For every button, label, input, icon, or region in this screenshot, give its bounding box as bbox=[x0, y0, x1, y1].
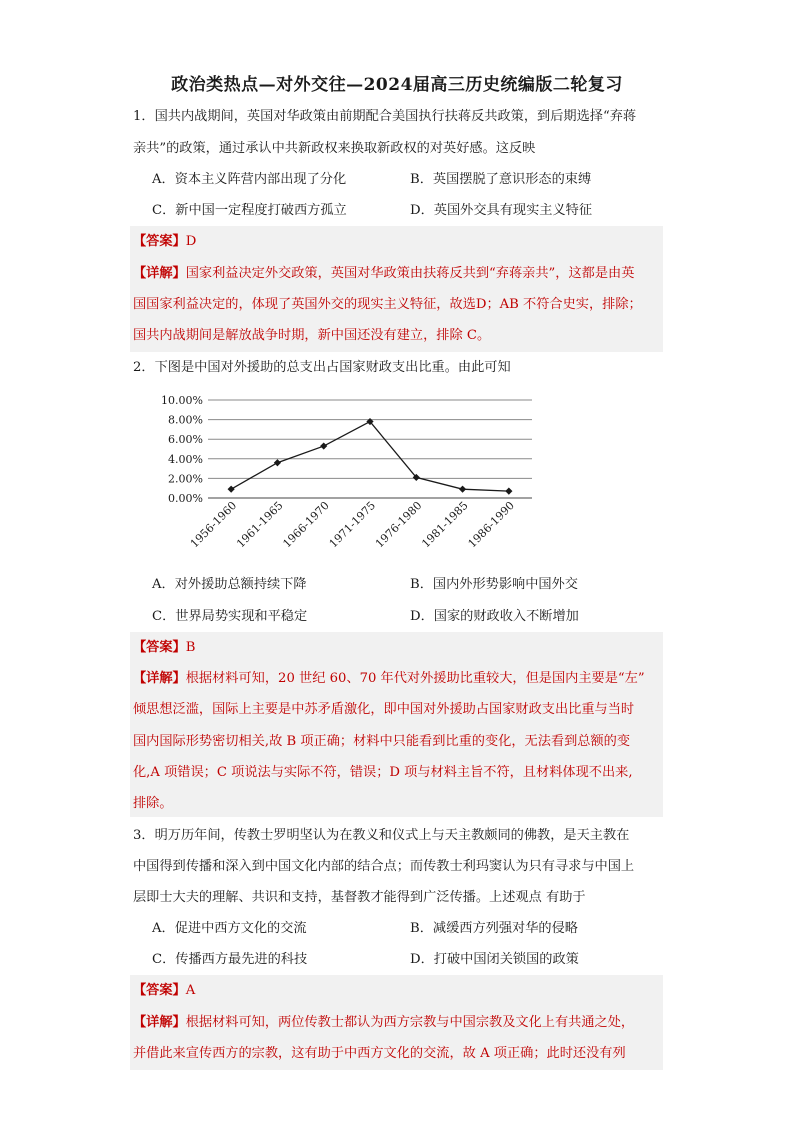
q3-option-c: C．传播西方最先进的科技 bbox=[152, 952, 308, 967]
series-line bbox=[231, 422, 509, 492]
q1-option-c: C．新中国一定程度打破西方孤立 bbox=[152, 203, 347, 218]
x-tick-label: 1971-1975 bbox=[326, 498, 379, 551]
q2-detail-line3: 国内国际形势密切相关,故 B 项正确；材料中只能看到比重的变化，无法看到总额的变 bbox=[133, 734, 631, 749]
q3-answer-tag: 【答案】 bbox=[133, 983, 186, 998]
x-tick-label: 1986-1990 bbox=[465, 498, 517, 551]
q3-option-d: D．打破中国闭关锁国的政策 bbox=[410, 952, 579, 967]
y-tick-label: 0.00% bbox=[168, 492, 203, 505]
q2-detail-line4: 化,A 项错误；C 项说法与实际不符，错误；D 项与材料主旨不符，且材料体现不出来, bbox=[133, 765, 633, 780]
data-point bbox=[459, 486, 466, 493]
q3-option-a: A．促进中西方文化的交流 bbox=[152, 921, 307, 936]
q2-answer-line bbox=[133, 638, 195, 658]
q1-stem-line1: 1．国共内战期间，英国对华政策由前期配合美国执行扶蒋反共政策，到后期选择“弃蒋 bbox=[133, 109, 637, 124]
x-tick-label: 1966-1970 bbox=[280, 498, 332, 551]
q1-detail-line2: 国国家利益决定的，体现了英国外交的现实主义特征，故选D；AB 不符合史实，排除； bbox=[133, 297, 642, 312]
y-tick-label: 2.00% bbox=[168, 472, 203, 486]
q3-stem-line3: 层即士大夫的理解、共识和支持，基督教才能得到广泛传播。上述观点 有助于 bbox=[133, 890, 586, 905]
chart-gridlines bbox=[208, 400, 532, 498]
q2-option-c: C．世界局势实现和平稳定 bbox=[152, 609, 308, 624]
y-tick-label: 10.00% bbox=[161, 394, 203, 407]
q1-stem-line2: 亲共”的政策，通过承认中共新政权来换取新政权的对英好感。这反映 bbox=[133, 141, 536, 156]
q3-detail-line1 bbox=[133, 1013, 634, 1033]
x-tick-label: 1956-1960 bbox=[187, 498, 240, 551]
q1-detail-line3: 国共内战期间是解放战争时期，新中国还没有建立，排除 C。 bbox=[133, 328, 491, 343]
q2-detail-line5: 排除。 bbox=[133, 796, 173, 811]
x-tick-label: 1976-1980 bbox=[372, 498, 425, 551]
page-title: 政治类热点—对外交往—2024届高三历史统编版二轮复习 bbox=[171, 75, 623, 95]
q2-stem: 2．下图是中国对外援助的总支出占国家财政支出比重。由此可知 bbox=[133, 360, 511, 375]
q1-detail-tag: 【详解】 bbox=[133, 266, 186, 281]
q3-answer-value: A bbox=[185, 983, 196, 998]
q1-detail-line1 bbox=[133, 264, 634, 284]
chart-x-tick-labels bbox=[188, 499, 517, 550]
q2-answer-tag: 【答案】 bbox=[133, 640, 186, 655]
q1-option-a: A．资本主义阵营内部出现了分化 bbox=[152, 172, 347, 187]
aid-ratio-line-chart bbox=[140, 388, 540, 573]
q2-answer-value: B bbox=[185, 640, 196, 655]
q1-option-b: B．英国摆脱了意识形态的束缚 bbox=[410, 172, 592, 187]
y-tick-label: 4.00% bbox=[168, 452, 203, 466]
q2-detail-text1: 根据材料可知，20 世纪 60、70 年代对外援助比重较大，但是国内主要是“左” bbox=[185, 671, 645, 686]
q2-option-a: A．对外援助总额持续下降 bbox=[152, 577, 307, 592]
chart-y-tick-labels bbox=[161, 394, 203, 505]
data-point bbox=[274, 459, 281, 466]
data-point bbox=[228, 486, 235, 493]
q3-stem-line1: 3．明万历年间，传教士罗明坚认为在教义和仪式上与天主教颇同的佛教，是天主教在 bbox=[133, 828, 630, 843]
q2-detail-tag: 【详解】 bbox=[133, 671, 186, 686]
x-tick-label: 1981-1985 bbox=[419, 498, 471, 551]
q2-answer-box bbox=[130, 632, 663, 817]
chart-series bbox=[228, 418, 513, 495]
y-tick-label: 6.00% bbox=[168, 433, 203, 447]
q1-answer-tag: 【答案】 bbox=[133, 234, 186, 249]
q2-option-d: D．国家的财政收入不断增加 bbox=[410, 609, 579, 624]
q1-option-d: D．英国外交具有现实主义特征 bbox=[410, 203, 593, 218]
q3-answer-line bbox=[133, 981, 195, 1001]
x-tick-label: 1961-1965 bbox=[234, 498, 286, 551]
q3-detail-line2: 并借此来宣传西方的宗教，这有助于中西方文化的交流，故 A 项正确；此时还没有列 bbox=[133, 1046, 626, 1061]
q1-answer-value: D bbox=[185, 234, 197, 249]
q3-detail-text1: 根据材料可知，两位传教士都认为西方宗教与中国宗教及文化上有共通之处， bbox=[185, 1015, 635, 1030]
q1-answer-line bbox=[133, 232, 196, 252]
q2-detail-line2: 倾思想泛滥，国际上主要是中苏矛盾激化，即中国对外援助占国家财政支出比重与当时 bbox=[133, 702, 635, 717]
q2-option-b: B．国内外形势影响中国外交 bbox=[410, 577, 578, 592]
data-point bbox=[320, 442, 327, 449]
q3-detail-tag: 【详解】 bbox=[133, 1015, 186, 1030]
q3-option-b: B．减缓西方列强对华的侵略 bbox=[410, 921, 578, 936]
data-point bbox=[505, 488, 512, 495]
y-tick-label: 8.00% bbox=[168, 413, 203, 427]
q1-detail-text1: 国家利益决定外交政策，英国对华政策由扶蒋反共到“弃蒋亲共”，这都是由英 bbox=[185, 266, 635, 281]
q3-stem-line2: 中国得到传播和深入到中国文化内部的结合点；而传教士利玛窦认为只有寻求与中国上 bbox=[133, 859, 635, 874]
q2-detail-line1 bbox=[133, 669, 645, 689]
